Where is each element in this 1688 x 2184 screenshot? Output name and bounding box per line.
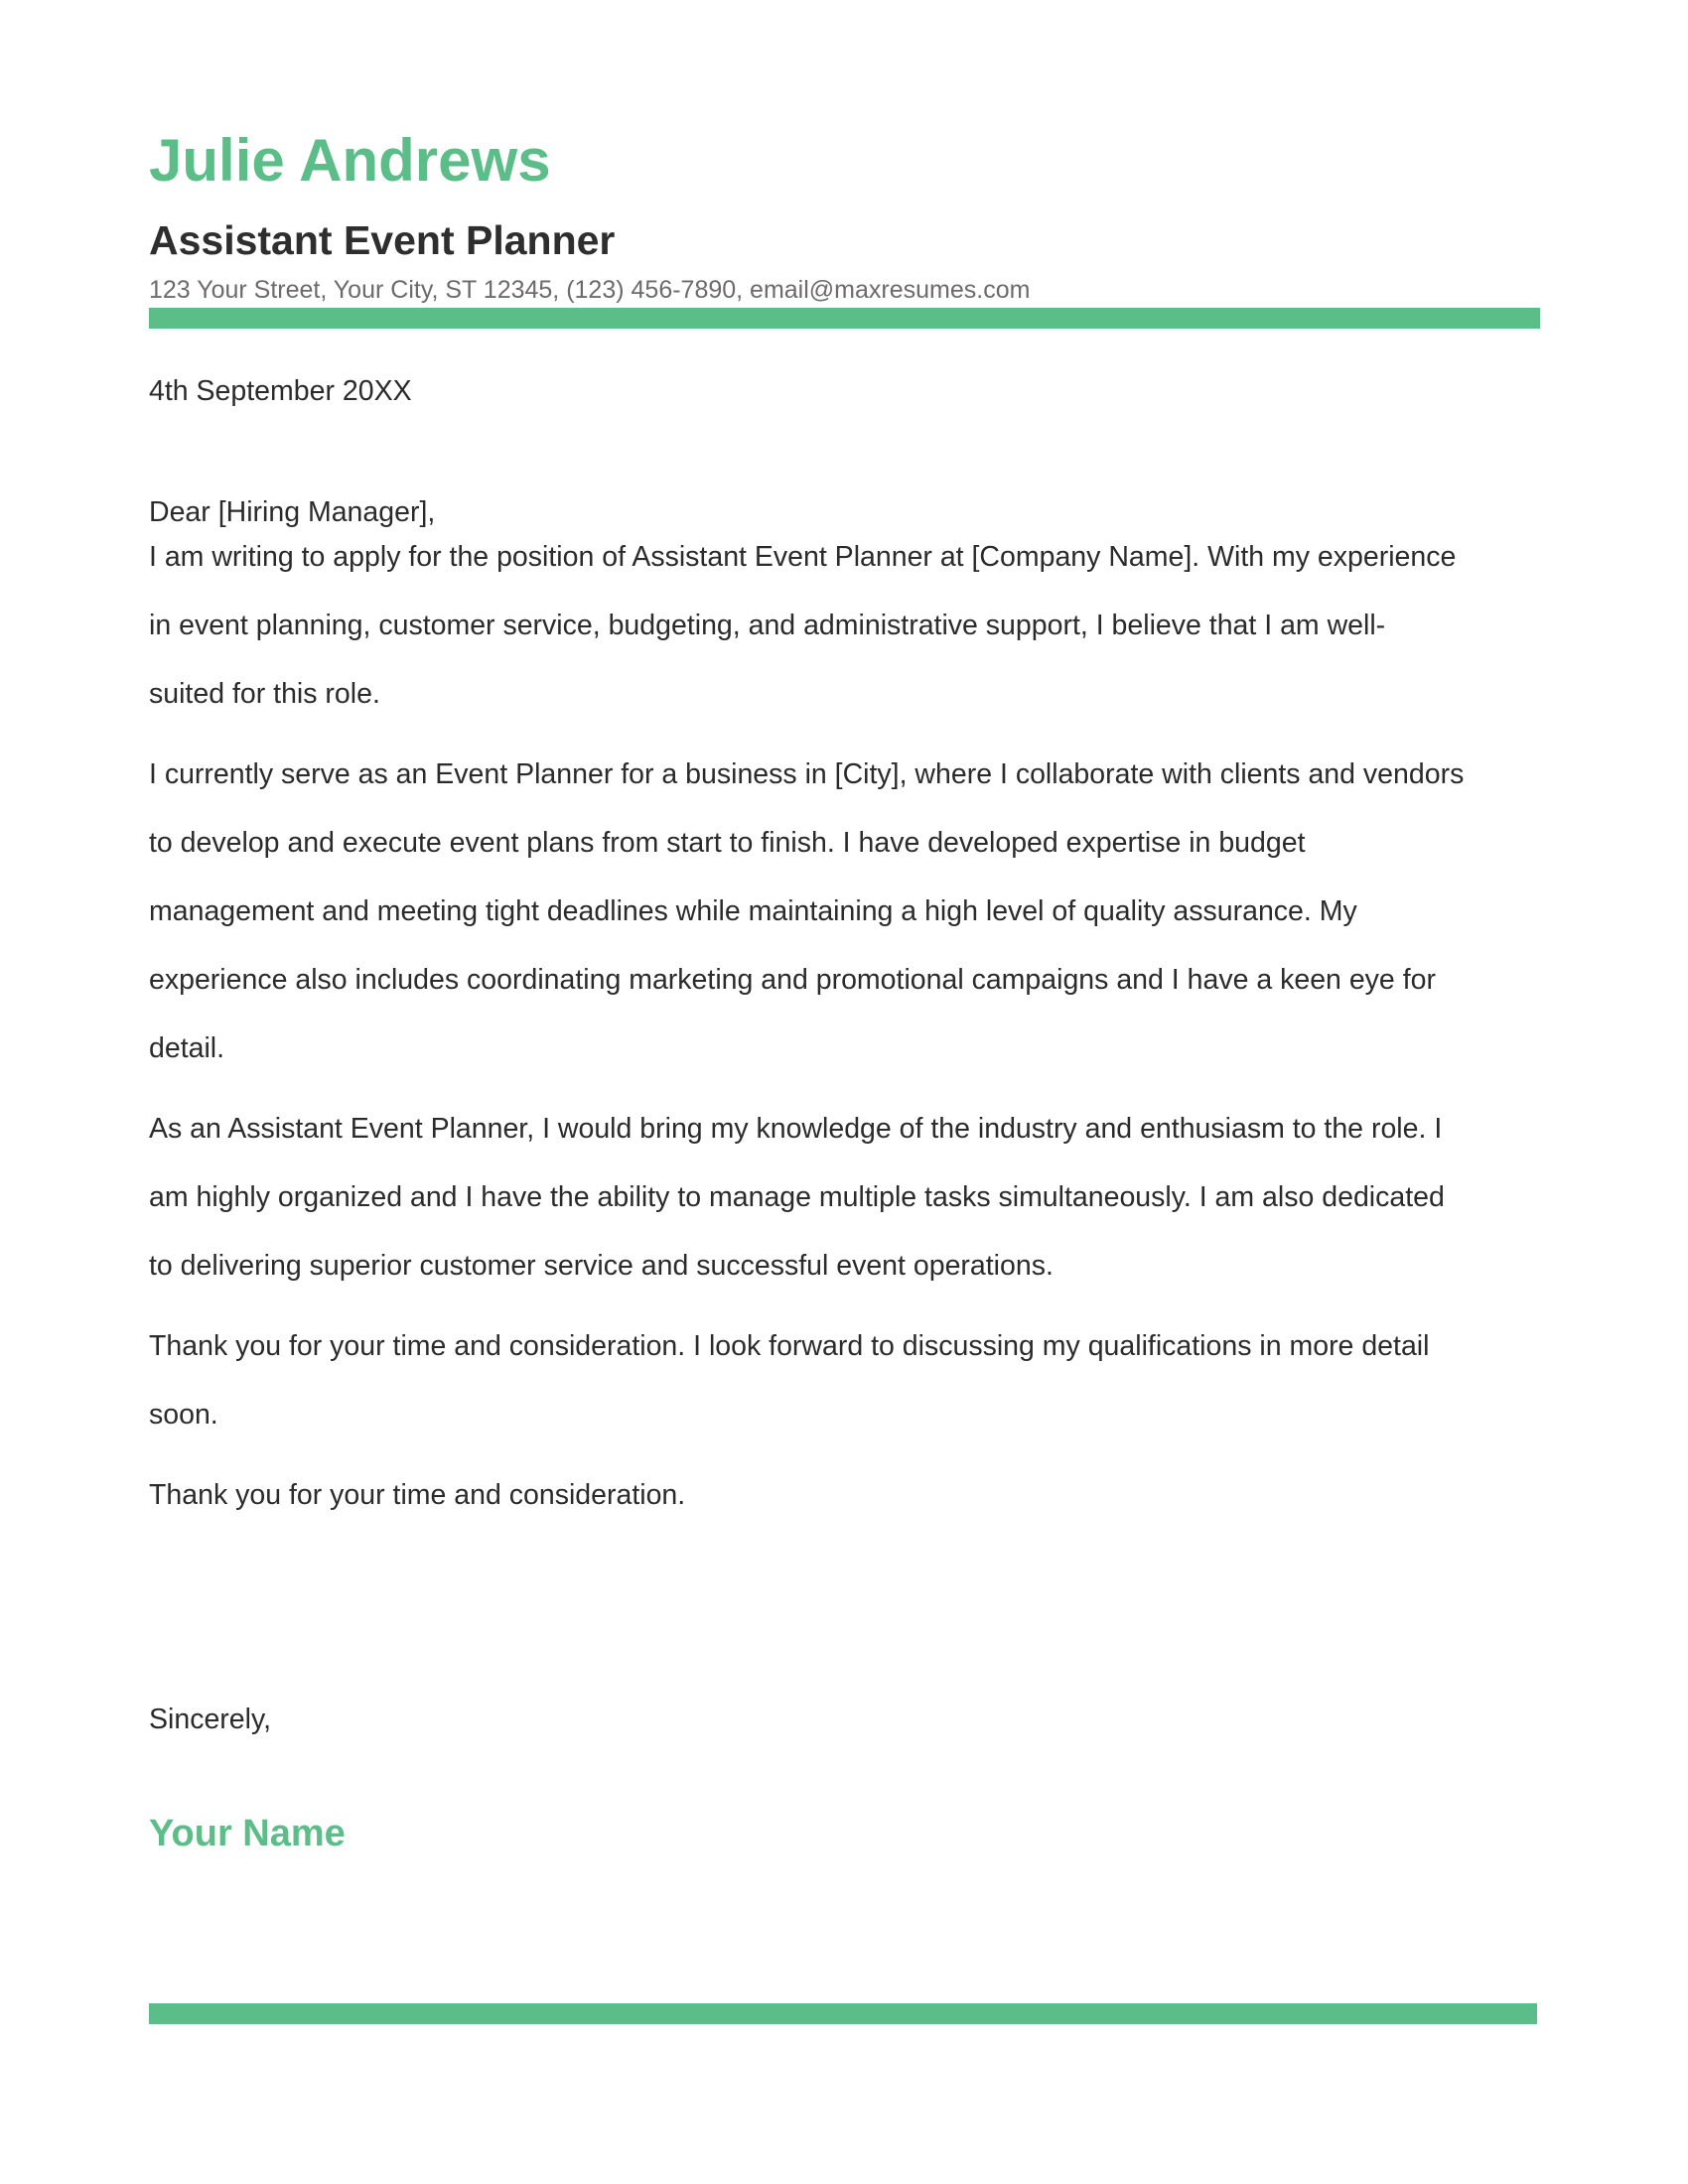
paragraph-line: As an Assistant Event Planner, I would bring my knowledge of the industry and enthusiasm to the role. I bbox=[149, 1113, 1443, 1145]
body-paragraph bbox=[149, 1475, 1559, 1515]
body-paragraph bbox=[149, 1326, 1559, 1434]
contact-info: 123 Your Street, Your City, ST 12345, (123) 456-7890, email@maxresumes.com bbox=[149, 276, 1031, 304]
letter-date: 4th September 20XX bbox=[149, 375, 412, 407]
header-divider bbox=[149, 308, 1540, 329]
signature-name: Your Name bbox=[149, 1813, 346, 1854]
paragraph-line: management and meeting tight deadlines while maintaining a high level of quality assurance. My bbox=[149, 895, 1357, 927]
paragraph-line: I currently serve as an Event Planner for a business in [City], where I collaborate with clients and vendors bbox=[149, 758, 1465, 790]
applicant-name: Julie Andrews bbox=[149, 127, 551, 194]
paragraph-line: Thank you for your time and consideration. bbox=[149, 1479, 686, 1511]
salutation: Dear [Hiring Manager], bbox=[149, 496, 436, 528]
closing: Sincerely, bbox=[149, 1704, 272, 1735]
paragraph-line: I am writing to apply for the position of Assistant Event Planner at [Company Name]. With my experience bbox=[149, 541, 1457, 573]
body-paragraph bbox=[149, 754, 1559, 1068]
paragraph-line: to develop and execute event plans from start to finish. I have developed expertise in budget bbox=[149, 827, 1306, 859]
body-paragraph bbox=[149, 537, 1559, 714]
paragraph-line: suited for this role. bbox=[149, 678, 380, 710]
paragraph-line: experience also includes coordinating marketing and promotional campaigns and I have a keen eye for bbox=[149, 964, 1436, 996]
paragraph-line: soon. bbox=[149, 1399, 218, 1431]
letter-body bbox=[149, 537, 1559, 1556]
paragraph-line: detail. bbox=[149, 1032, 225, 1064]
paragraph-line: in event planning, customer service, budgeting, and administrative support, I believe that I am well- bbox=[149, 610, 1386, 641]
paragraph-line: to delivering superior customer service and successful event operations. bbox=[149, 1250, 1054, 1282]
job-title: Assistant Event Planner bbox=[149, 217, 616, 263]
body-paragraph bbox=[149, 1109, 1559, 1286]
footer-divider bbox=[149, 2003, 1537, 2024]
paragraph-line: am highly organized and I have the ability to manage multiple tasks simultaneously. I am also dedicated bbox=[149, 1181, 1445, 1213]
paragraph-line: Thank you for your time and consideration. I look forward to discussing my qualifications in more detail bbox=[149, 1330, 1430, 1362]
